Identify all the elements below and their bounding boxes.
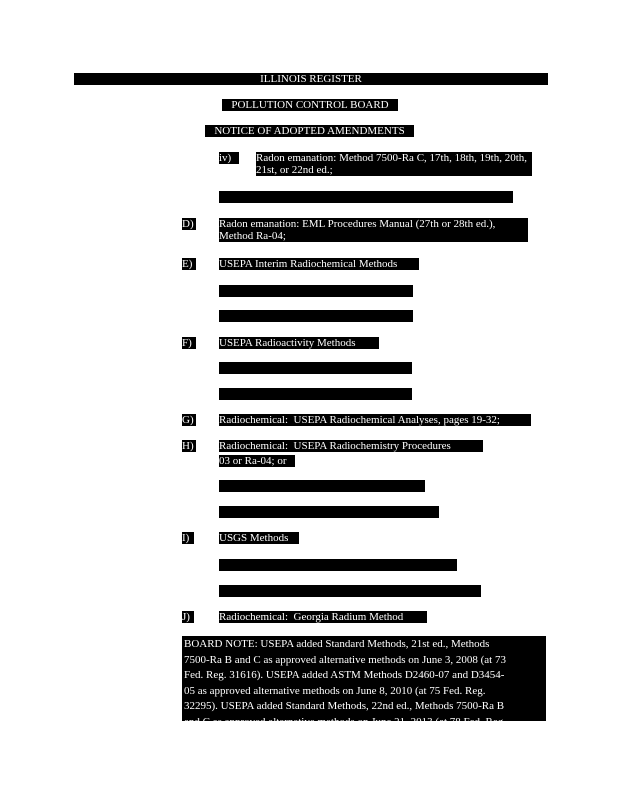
item-H-text: Radiochemical: USEPA Radiochemistry Procedures bbox=[219, 440, 483, 452]
item-F-ii-number: ii) bbox=[224, 400, 235, 412]
board-header: POLLUTION CONTROL BOARD bbox=[222, 99, 398, 111]
item-J-number: J) bbox=[182, 611, 194, 623]
item-I-i bbox=[219, 559, 468, 583]
item-E-ii bbox=[219, 310, 413, 334]
item-H-ii-text: Radon emanation: Method Ra-04; or bbox=[262, 518, 428, 530]
board-note bbox=[182, 636, 546, 728]
board-note-line-2: 7500-Ra B and C as approved alternative methods on June 3, 2008 (at 73 bbox=[184, 653, 506, 666]
item-E-text: USEPA Interim Radiochemical Methods bbox=[219, 258, 419, 270]
item-I-text: USGS Methods bbox=[219, 532, 299, 544]
item-F-text: USEPA Radioactivity Methods bbox=[219, 337, 379, 349]
item-I-i-text: Radiochemical: USGS Method R-1140-76; or bbox=[262, 571, 468, 583]
notice-header: NOTICE OF ADOPTED AMENDMENTS bbox=[205, 125, 414, 137]
item-H-ii bbox=[219, 506, 439, 530]
item-v-row bbox=[219, 191, 513, 215]
item-H-i-number: i) bbox=[224, 492, 232, 504]
item-G-number: G) bbox=[182, 414, 196, 426]
item-E-ii-number: ii) bbox=[224, 322, 235, 334]
board-note-line-5: 32295). USEPA added Standard Methods, 22nd ed., Methods 7500-Ra B bbox=[184, 700, 505, 712]
item-I-ii bbox=[219, 585, 481, 609]
item-H-i bbox=[219, 480, 425, 504]
item-F-i bbox=[219, 362, 414, 386]
item-iv-text: Radon emanation: Method 7500-Ra C, 17th, 18th, 19th, 20th, 21st, or 22nd ed.; bbox=[256, 152, 532, 176]
item-iv-number: iv) bbox=[219, 152, 239, 164]
register-header: ILLINOIS REGISTER bbox=[74, 73, 548, 85]
board-note-line-4: 05 as approved alternative methods on June 8, 2010 (at 75 Fed. Reg. bbox=[184, 684, 486, 697]
item-I-ii-text: Radon emanation: USGS Method R-1141-76; bbox=[262, 597, 467, 609]
item-H-number: H) bbox=[182, 440, 196, 452]
item-D-number: D) bbox=[182, 218, 196, 230]
item-F-i-text: Radiochemical: Method 903.0; or bbox=[262, 374, 414, 386]
item-I-ii-number: ii) bbox=[224, 597, 235, 609]
item-v-number: v) bbox=[224, 203, 234, 215]
item-D-text: Radon emanation: EML Procedures Manual (27th or 28th ed.), Method Ra-04; bbox=[219, 218, 528, 242]
item-v-text: Gamma spectrometry: Method 7500-Ra E, 22nd ed.; bbox=[262, 203, 497, 215]
item-F-i-number: i) bbox=[224, 374, 232, 386]
item-J-text: Radiochemical: Georgia Radium Method bbox=[219, 611, 427, 623]
board-note-line-1: BOARD NOTE: USEPA added Standard Methods, 21st ed., Methods bbox=[184, 638, 490, 650]
item-E-number: E) bbox=[182, 258, 196, 270]
item-I-i-number: i) bbox=[224, 571, 232, 583]
item-E-i bbox=[219, 285, 413, 309]
item-F-number: F) bbox=[182, 337, 196, 349]
item-H-text-continued: 03 or Ra-04; or bbox=[219, 455, 295, 467]
item-E-i-text: Radiochemical: pages 13-15; or bbox=[262, 297, 406, 309]
item-F-ii bbox=[219, 388, 414, 412]
board-note-line-3: Fed. Reg. 31616). USEPA added ASTM Methods D2460-07 and D3454- bbox=[184, 669, 505, 681]
item-G-text: Radiochemical: USEPA Radiochemical Analyses, pages 19-32; bbox=[219, 414, 531, 426]
board-note-line-6: and C as approved alternative methods on June 21, 2013 (at 78 Fed. Reg. bbox=[184, 715, 506, 728]
item-E-i-number: i) bbox=[224, 297, 232, 309]
item-F-ii-text: Radon emanation: Method 903.1; bbox=[262, 400, 414, 412]
item-H-i-text: Radiochemical: Method Ra-03; or bbox=[262, 492, 416, 504]
item-I-number: I) bbox=[182, 532, 194, 544]
item-H-ii-number: ii) bbox=[224, 518, 235, 530]
item-E-ii-text: Radon emanation: pages 16-23; bbox=[262, 322, 405, 334]
